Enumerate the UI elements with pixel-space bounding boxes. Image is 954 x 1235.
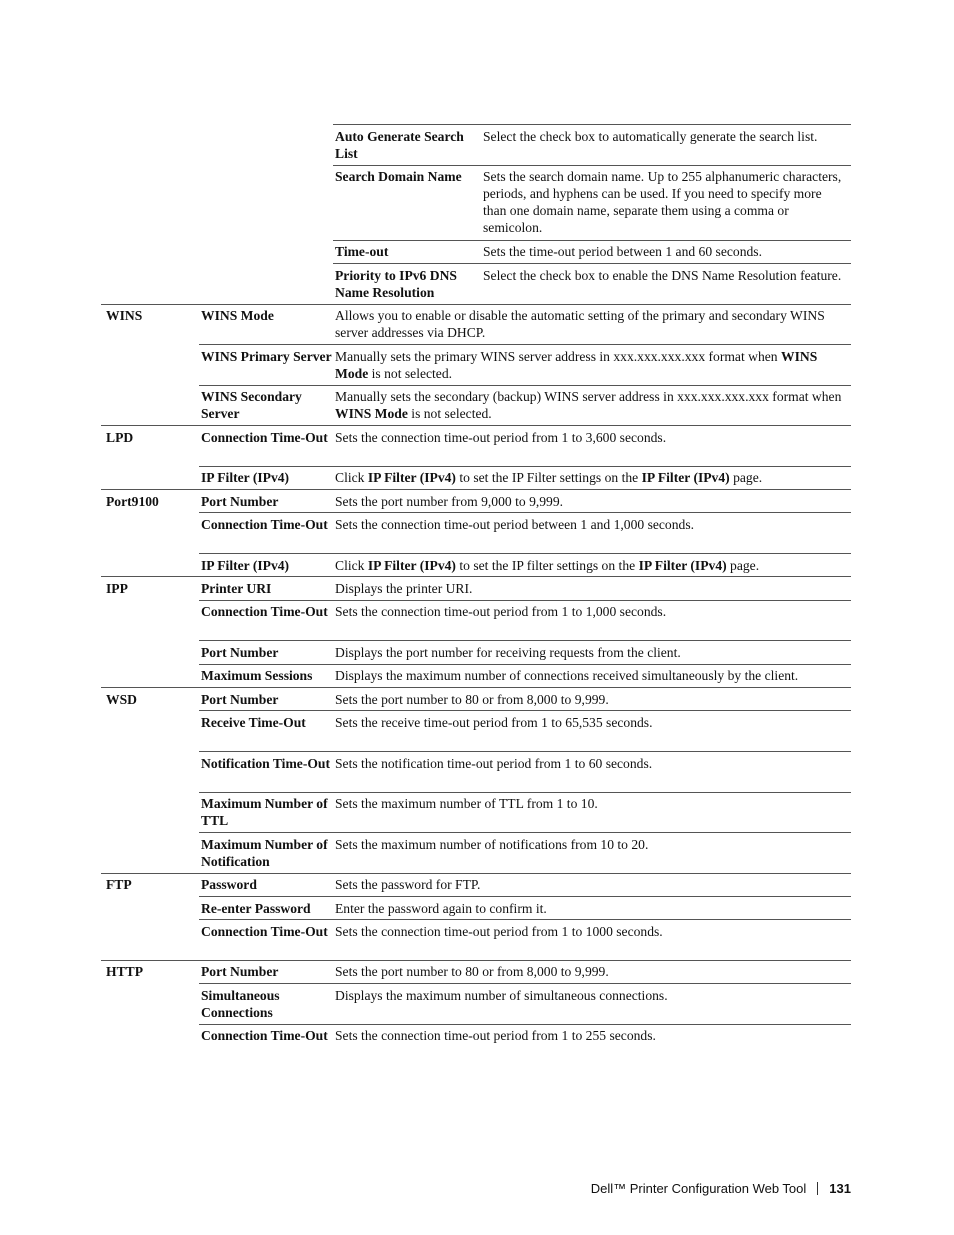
row-description: Sets the port number from 9,000 to 9,999.: [335, 494, 564, 509]
row-description: Displays the printer URI.: [335, 581, 473, 596]
row-label: Connection Time-Out: [201, 924, 328, 939]
row-divider: [199, 983, 851, 984]
row-label: Connection Time-Out: [201, 604, 328, 619]
row-label: Printer URI: [201, 581, 272, 596]
section-label-ipp: IPP: [106, 581, 128, 596]
row-description: Sets the maximum number of notifications from 10 to 20.: [335, 837, 649, 852]
row-label: Connection Time-Out: [201, 1028, 328, 1043]
row-divider: [199, 1024, 851, 1025]
row-label: Maximum Number of Notification: [201, 837, 328, 869]
inner-row-description: Sets the time-out period between 1 and 60 seconds.: [483, 244, 762, 259]
row-label: Receive Time-Out: [201, 715, 306, 730]
row-description: Displays the maximum number of simultaneous connections.: [335, 988, 668, 1003]
section-label-ftp: FTP: [106, 877, 132, 892]
row-description: Sets the port number to 80 or from 8,000 to 9,999.: [335, 692, 609, 707]
row-description: Sets the receive time-out period from 1 to 65,535 seconds.: [335, 715, 653, 730]
row-divider: [199, 512, 851, 513]
footer-title: Dell™ Printer Configuration Web Tool: [590, 1181, 807, 1196]
row-divider: [199, 751, 851, 752]
row-label: IP Filter (IPv4): [201, 558, 290, 573]
row-divider: [333, 263, 851, 264]
row-label: WINS Mode: [201, 308, 274, 323]
page-number: 131: [829, 1181, 851, 1196]
row-divider: [199, 832, 851, 833]
row-description: Sets the connection time-out period from 1 to 1000 seconds.: [335, 924, 663, 939]
row-divider: [199, 792, 851, 793]
row-divider: [199, 344, 851, 345]
row-description: Allows you to enable or disable the automatic setting of the primary and secondary WINS server addresses via DHCP.: [335, 308, 825, 340]
row-description: Sets the port number to 80 or from 8,000 to 9,999.: [335, 964, 609, 979]
row-divider: [199, 385, 851, 386]
row-divider: [199, 600, 851, 601]
section-divider: [101, 576, 851, 577]
section-label-wsd: WSD: [106, 692, 137, 707]
section-divider: [101, 425, 851, 426]
row-divider: [199, 896, 851, 897]
section-divider: [101, 304, 851, 305]
inner-row-description: Sets the search domain name. Up to 255 alphanumeric characters, periods, and hyphens can be used. If you need to specify more than one domain name, separate them using a comma or semicolon.: [483, 169, 842, 235]
row-description: Displays the maximum number of connections received simultaneously by the client.: [335, 668, 799, 683]
inner-row-description: Select the check box to automatically generate the search list.: [483, 129, 818, 144]
row-description: Manually sets the primary WINS server address in xxx.xxx.xxx.xxx format when WINS Mode is not selected.: [335, 349, 818, 381]
row-divider: [199, 640, 851, 641]
row-label: IP Filter (IPv4): [201, 470, 290, 485]
row-label: Connection Time-Out: [201, 517, 328, 532]
row-description: Enter the password again to confirm it.: [335, 901, 547, 916]
row-divider: [333, 124, 851, 125]
row-label: Port Number: [201, 645, 279, 660]
row-divider: [199, 466, 851, 467]
section-divider: [101, 687, 851, 688]
row-description: Displays the port number for receiving requests from the client.: [335, 645, 681, 660]
row-description: Click IP Filter (IPv4) to set the IP filter settings on the IP Filter (IPv4) page.: [335, 558, 760, 573]
row-label: Re-enter Password: [201, 901, 311, 916]
row-description: Sets the maximum number of TTL from 1 to 10.: [335, 796, 598, 811]
row-divider: [333, 165, 851, 166]
row-description: Click IP Filter (IPv4) to set the IP Filter settings on the IP Filter (IPv4) page.: [335, 470, 763, 485]
row-divider: [199, 553, 851, 554]
row-description: Sets the connection time-out period from 1 to 255 seconds.: [335, 1028, 656, 1043]
row-label: Port Number: [201, 494, 279, 509]
section-divider: [101, 960, 851, 961]
row-divider: [199, 710, 851, 711]
row-label: WINS Secondary Server: [201, 389, 302, 421]
row-description: Sets the connection time-out period from 1 to 1,000 seconds.: [335, 604, 667, 619]
settings-table: [101, 0, 851, 1070]
inner-row-label: Auto Generate Search List: [335, 129, 464, 161]
row-label: Maximum Sessions: [201, 668, 313, 683]
row-label: Connection Time-Out: [201, 430, 328, 445]
row-divider: [199, 664, 851, 665]
row-description: Sets the connection time-out period between 1 and 1,000 seconds.: [335, 517, 695, 532]
row-label: Maximum Number of TTL: [201, 796, 328, 828]
inner-row-label: Search Domain Name: [335, 169, 462, 184]
row-description: Sets the notification time-out period from 1 to 60 seconds.: [335, 756, 653, 771]
row-divider: [199, 919, 851, 920]
row-divider: [333, 240, 851, 241]
row-label: Port Number: [201, 964, 279, 979]
section-label-wins: WINS: [106, 308, 143, 323]
row-label: Notification Time-Out: [201, 756, 331, 771]
row-description: Sets the connection time-out period from 1 to 3,600 seconds.: [335, 430, 667, 445]
row-label: Simultaneous Connections: [201, 988, 280, 1020]
section-label-http: HTTP: [106, 964, 144, 979]
row-label: Password: [201, 877, 257, 892]
row-description: Manually sets the secondary (backup) WINS server address in xxx.xxx.xxx.xxx format when WINS Mode is not selected.: [335, 389, 842, 421]
footer-separator: [817, 1182, 818, 1195]
section-label-lpd: LPD: [106, 430, 134, 445]
inner-row-label: Time-out: [335, 244, 389, 259]
page-footer: [591, 1181, 851, 1196]
row-label: WINS Primary Server: [201, 349, 332, 364]
row-description: Sets the password for FTP.: [335, 877, 481, 892]
row-label: Port Number: [201, 692, 279, 707]
inner-row-label: Priority to IPv6 DNS Name Resolution: [335, 268, 457, 300]
section-label-port9100: Port9100: [106, 494, 159, 509]
section-divider: [101, 489, 851, 490]
section-divider: [101, 873, 851, 874]
inner-row-description: Select the check box to enable the DNS Name Resolution feature.: [483, 268, 842, 283]
